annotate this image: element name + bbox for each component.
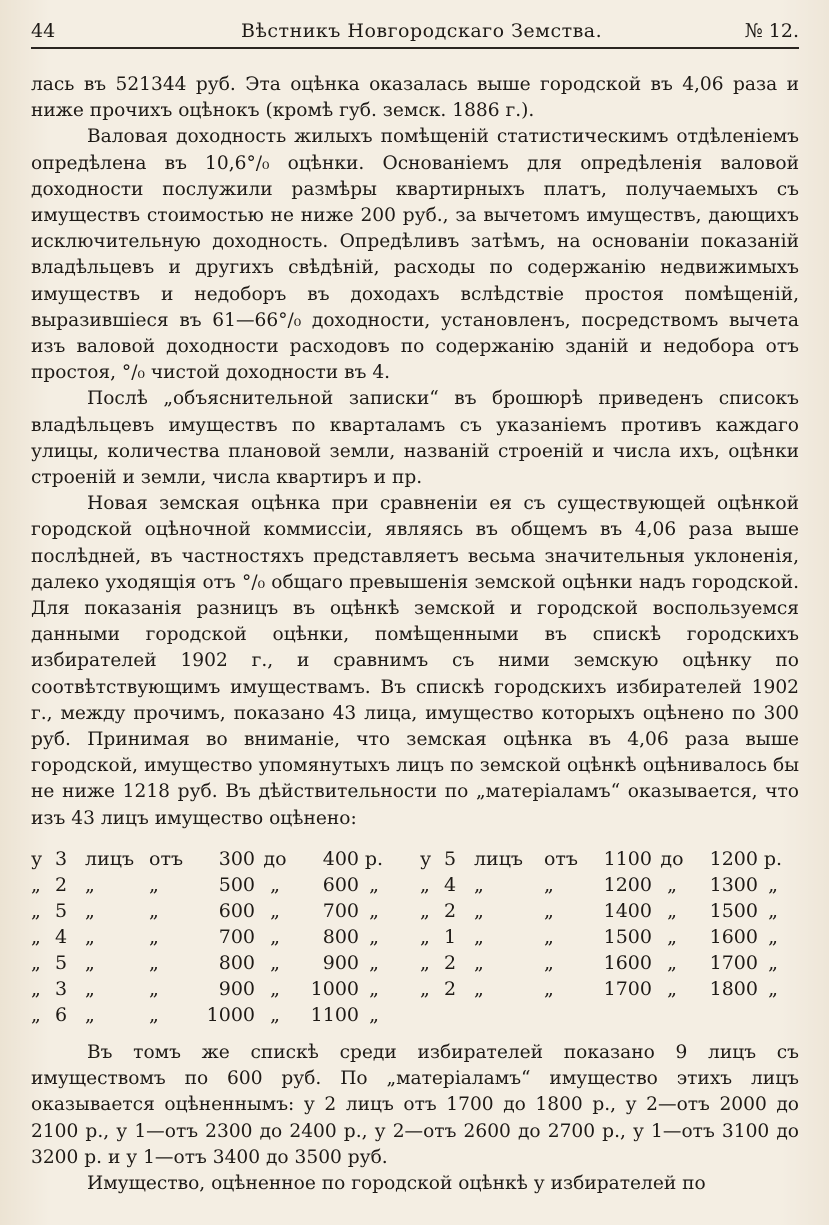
table-cell-end: „: [369, 873, 379, 896]
table-cell-mid: до: [660, 847, 684, 870]
table-cell-n: 4: [55, 925, 68, 948]
table-cell-end: „: [768, 951, 778, 974]
table-cell-pre: у: [31, 847, 43, 870]
paragraphs-after: [31, 1040, 799, 1197]
table-cell-v2: 600: [322, 873, 359, 896]
table-cell-n: 5: [55, 951, 68, 974]
table-cell-pre: „: [31, 899, 41, 922]
table-cell-w2: отъ: [149, 847, 184, 870]
table-cell-n: 1: [443, 925, 457, 948]
table-cell-pre: „: [31, 1003, 41, 1026]
table-cell-v2: 700: [322, 899, 359, 922]
table-cell-pre: „: [31, 925, 41, 948]
table-cell-w1: „: [85, 873, 95, 896]
table-cell-v2: 1600: [709, 925, 758, 948]
journal-title: Вѣстникъ Новгородскаго Земства.: [241, 20, 603, 42]
table-cell-w2: „: [543, 951, 554, 974]
table-cell-mid: „: [270, 925, 280, 948]
table-cell-w2: „: [149, 977, 159, 1000]
table-row: [31, 950, 420, 976]
table-cell-v1: 900: [218, 977, 255, 1000]
table-cell-mid: „: [270, 977, 280, 1000]
table-cell-mid: „: [667, 873, 677, 896]
valuation-table-left: [31, 846, 420, 1028]
table-cell-mid: „: [270, 899, 280, 922]
table-cell-end: р.: [364, 847, 384, 870]
table-cell-w2: „: [149, 873, 159, 896]
table-cell-end: р.: [763, 847, 783, 870]
table-cell-v1: 1500: [603, 925, 652, 948]
table-cell-v1: 500: [218, 873, 255, 896]
table-cell-w1: лицъ: [473, 847, 524, 870]
table-cell-end: „: [369, 899, 379, 922]
table-cell-v2: 900: [322, 951, 359, 974]
table-cell-w2: „: [543, 899, 554, 922]
table-cell-v2: 1100: [310, 1003, 359, 1026]
table-row: [31, 846, 420, 872]
table-cell-n: 3: [55, 977, 68, 1000]
table-cell-n: 2: [443, 951, 457, 974]
table-cell-w1: „: [473, 951, 484, 974]
table-row: [31, 872, 420, 898]
table-cell-pre: „: [419, 873, 430, 896]
table-row: [420, 976, 799, 1002]
running-header: [31, 20, 799, 50]
table-cell-v1: 600: [218, 899, 255, 922]
table-cell-w2: „: [543, 873, 554, 896]
table-cell-v1: 1200: [603, 873, 652, 896]
table-cell-pre: „: [419, 977, 430, 1000]
table-cell-end: „: [369, 925, 379, 948]
table-cell-pre: „: [31, 951, 41, 974]
table-cell-pre: „: [419, 925, 430, 948]
paragraph: Въ томъ же спискѣ среди избирателей показано 9 лицъ съ имуществомъ по 600 руб. По „матеріаламъ“ имущество этихъ лицъ оказывается оцѣненнымъ: у 2 лицъ отъ 1700 до 1800 р., у 2—отъ 2000 до 2100 р., у 1—отъ 2300 до 2400 р., у 2—отъ 2600 до 2700 р., у 1—отъ 3100 до 3200 р. и у 1—отъ 3400 до 3500 руб.: [31, 1041, 799, 1168]
table-cell-v2: 400: [322, 847, 359, 870]
table-cell-v2: 1300: [709, 873, 758, 896]
table-cell-end: „: [768, 899, 778, 922]
body-text: [31, 72, 799, 1197]
table-cell-n: 2: [55, 873, 68, 896]
issue-number: № 12.: [744, 20, 799, 42]
header-rule: [31, 47, 799, 49]
table-cell-w2: „: [149, 925, 159, 948]
table-cell-end: „: [768, 925, 778, 948]
paragraph: Новая земская оцѣнка при сравненіи ея съ существующей оцѣнкой городской оцѣночной коммиссіи, являясь въ общемъ въ 4,06 раза выше послѣдней, въ частностяхъ представляетъ весьма значительныя уклоненія, далеко уходящія отъ °/₀ общаго превышенія земской оцѣнки надъ городской. Для показанія разницъ въ оцѣнкѣ земской и городской воспользуемся данными городской оцѣнки, помѣщенными въ спискѣ городскихъ избирателей 1902 г., и сравнимъ съ ними земскую оцѣнку по соотвѣтствующимъ имуществамъ. Въ спискѣ городскихъ избирателей 1902 г., между прочимъ, показано 43 лица, имущество которыхъ оцѣнено по 300 руб. Принимая во вниманіе, что земская оцѣнка въ 4,06 раза выше городской, имущество упомянутыхъ лицъ по земской оцѣнкѣ оцѣнивалось бы не ниже 1218 руб. Въ дѣйствительности по „матеріаламъ“ оказывается, что изъ 43 лицъ имущество оцѣнено:: [31, 493, 799, 829]
table-cell-v1: 300: [218, 847, 255, 870]
table-cell-pre: „: [31, 977, 41, 1000]
table-cell-w2: „: [149, 899, 159, 922]
paragraphs-before: [31, 72, 799, 832]
valuation-table-right: [420, 846, 799, 1028]
paragraph: Имущество, оцѣненное по городской оцѣнкѣ у избирателей по: [87, 1172, 706, 1194]
table-cell-w2: „: [149, 951, 159, 974]
table-row: [31, 1002, 420, 1028]
table-cell-v2: 1200: [709, 847, 758, 870]
table-cell-v1: 700: [218, 925, 255, 948]
table-cell-v1: 1000: [206, 1003, 255, 1026]
table-cell-w1: „: [85, 1003, 95, 1026]
table-cell-end: „: [768, 873, 778, 896]
table-cell-mid: „: [270, 1003, 280, 1026]
table-cell-n: 4: [443, 873, 457, 896]
table-cell-pre: „: [419, 951, 430, 974]
table-cell-n: 2: [443, 977, 457, 1000]
table-cell-pre: „: [419, 899, 430, 922]
table-cell-pre: у: [419, 847, 432, 870]
table-cell-v2: 1700: [709, 951, 758, 974]
valuation-table: [31, 846, 799, 1028]
table-cell-mid: „: [667, 925, 677, 948]
table-cell-v2: 800: [322, 925, 359, 948]
table-cell-v1: 1600: [603, 951, 652, 974]
table-cell-n: 3: [55, 847, 68, 870]
table-row: [31, 976, 420, 1002]
table-cell-mid: „: [667, 951, 677, 974]
table-row: [31, 898, 420, 924]
table-cell-mid: „: [667, 899, 677, 922]
table-cell-v1: 1100: [603, 847, 652, 870]
table-cell-end: „: [369, 951, 379, 974]
table-cell-w2: „: [543, 925, 554, 948]
table-cell-w1: „: [85, 951, 95, 974]
table-row: [420, 924, 799, 950]
paragraph: лась въ 521344 руб. Эта оцѣнка оказалась выше городской въ 4,06 раза и ниже прочихъ оцѣнокъ (кромѣ губ. земск. 1886 г.).: [31, 74, 799, 122]
table-cell-v1: 800: [218, 951, 255, 974]
table-cell-w2: отъ: [543, 847, 579, 870]
table-cell-w1: „: [85, 925, 95, 948]
table-cell-v1: 1700: [603, 977, 652, 1000]
table-cell-n: 2: [443, 899, 457, 922]
table-cell-end: „: [369, 1003, 379, 1026]
table-cell-mid: „: [667, 977, 677, 1000]
table-row: [420, 872, 799, 898]
table-cell-w1: „: [473, 925, 484, 948]
table-cell-n: 5: [55, 899, 68, 922]
table-cell-w2: „: [149, 1003, 159, 1026]
table-row: [420, 950, 799, 976]
table-row: [420, 846, 799, 872]
table-cell-v2: 1000: [310, 977, 359, 1000]
table-cell-end: „: [768, 977, 778, 1000]
table-cell-mid: „: [270, 873, 280, 896]
table-cell-w1: „: [473, 977, 484, 1000]
table-cell-w1: „: [473, 873, 484, 896]
table-cell-v2: 1500: [709, 899, 758, 922]
table-cell-w2: „: [543, 977, 554, 1000]
table-cell-mid: „: [270, 951, 280, 974]
page-number: 44: [31, 20, 56, 42]
table-cell-w1: лицъ: [85, 847, 135, 870]
table-cell-mid: до: [263, 847, 287, 870]
table-row: [31, 924, 420, 950]
table-cell-end: „: [369, 977, 379, 1000]
table-cell-w1: „: [473, 899, 484, 922]
paragraph: Валовая доходность жилыхъ помѣщеній статистическимъ отдѣленіемъ опредѣлена въ 10,6°/₀ оцѣнки. Основаніемъ для опредѣленія валовой доходности послужили размѣры квартирныхъ платъ, получаемыхъ съ имуществъ стоимостью не ниже 200 руб., за вычетомъ имуществъ, дающихъ исключительную доходность. Опредѣливъ затѣмъ, на основаніи показаній владѣльцевъ и другихъ свѣдѣній, расходы по содержанію недвижимыхъ имуществъ и недоборъ въ доходахъ вслѣдствіе простоя помѣщеній, выразившіеся въ 61—66°/₀ доходности, установленъ, посредствомъ вычета изъ валовой доходности расходовъ по содержанію зданій и недобора отъ простоя, °/₀ чистой доходности въ 4.: [31, 126, 799, 384]
table-cell-pre: „: [31, 873, 41, 896]
table-cell-v1: 1400: [603, 899, 652, 922]
table-cell-n: 6: [55, 1003, 68, 1026]
paragraph: Послѣ „объяснительной записки“ въ брошюрѣ приведенъ списокъ владѣльцевъ имуществъ по кварталамъ съ указаніемъ противъ каждаго улицы, количества плановой земли, названій строеній и числа ихъ, оцѣнки строеній и земли, числа квартиръ и пр.: [31, 388, 799, 489]
table-cell-w1: „: [85, 899, 95, 922]
table-row: [420, 898, 799, 924]
table-cell-w1: „: [85, 977, 95, 1000]
table-cell-v2: 1800: [709, 977, 758, 1000]
table-cell-n: 5: [443, 847, 457, 870]
